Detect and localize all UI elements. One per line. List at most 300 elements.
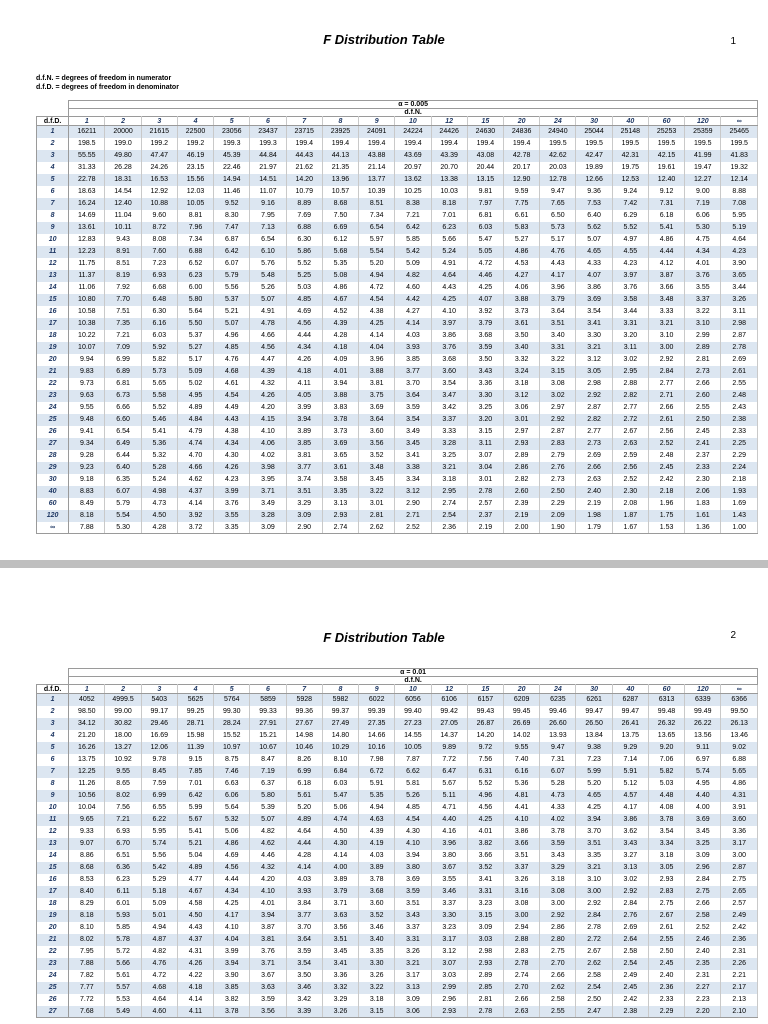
column-header: 12 (431, 117, 467, 126)
table-cell: 3.71 (322, 898, 358, 910)
table-cell: 5.32 (214, 814, 250, 826)
table-cell: 5.56 (214, 282, 250, 294)
table-cell: 2.18 (721, 474, 758, 486)
table-cell: 9.43 (105, 234, 141, 246)
table-cell: 3.49 (395, 426, 431, 438)
table-cell: 28.24 (214, 718, 250, 730)
table-cell: 8.81 (177, 210, 213, 222)
table-cell: 3.85 (286, 438, 322, 450)
table-cell: 3.26 (395, 946, 431, 958)
table-cell: 7.42 (612, 198, 648, 210)
table-cell: 5.61 (105, 970, 141, 982)
table-cell: 4.30 (322, 838, 358, 850)
table-cell: 4.09 (322, 354, 358, 366)
table-cell: 4.12 (648, 258, 684, 270)
table-cell: 3.20 (612, 330, 648, 342)
table-cell: 24091 (359, 126, 395, 138)
table-cell: 3.61 (322, 462, 358, 474)
alpha-row (37, 669, 758, 677)
table-cell: 27.05 (431, 718, 467, 730)
table-cell: 4.26 (250, 390, 286, 402)
table-cell: 2.66 (648, 402, 684, 414)
f-table-alpha-0005 (36, 100, 758, 534)
table-row (37, 730, 758, 742)
table-cell: 3.99 (286, 402, 322, 414)
table-cell: 5.01 (141, 910, 177, 922)
table-cell: 9.55 (69, 402, 105, 414)
table-cell: 3.36 (721, 826, 758, 838)
table-cell: 6.03 (141, 330, 177, 342)
table-cell: 4.73 (540, 790, 576, 802)
table-cell: 7.59 (141, 778, 177, 790)
table-cell: 4.74 (177, 438, 213, 450)
table-cell: 47.47 (141, 150, 177, 162)
table-cell: 9.38 (576, 742, 612, 754)
row-label: 20 (37, 354, 69, 366)
table-cell: 4.85 (286, 294, 322, 306)
table-cell: 4.69 (286, 306, 322, 318)
row-label: 22 (37, 946, 69, 958)
table-cell: 9.55 (504, 742, 540, 754)
row-label: 15 (37, 862, 69, 874)
table-row (37, 198, 758, 210)
table-row (37, 426, 758, 438)
table-cell: 20.70 (431, 162, 467, 174)
table-cell: 6.51 (105, 850, 141, 862)
table-cell: 3.07 (467, 450, 503, 462)
column-header: 4 (177, 117, 213, 126)
table-row (37, 742, 758, 754)
table-cell: 31.33 (69, 162, 105, 174)
row-label: 120 (37, 510, 69, 522)
table-row (37, 982, 758, 994)
table-cell: 3.31 (395, 934, 431, 946)
table-cell: 99.33 (250, 706, 286, 718)
table-cell: 8.88 (721, 186, 758, 198)
table-cell: 2.99 (685, 330, 721, 342)
table-cell: 12.25 (69, 766, 105, 778)
table-cell: 6.42 (177, 790, 213, 802)
table-cell: 9.73 (69, 378, 105, 390)
table-cell: 3.82 (214, 994, 250, 1006)
table-cell: 4.37 (177, 486, 213, 498)
table-cell: 99.47 (576, 706, 612, 718)
table-cell: 199.3 (214, 138, 250, 150)
table-cell: 2.36 (721, 934, 758, 946)
table-cell: 3.50 (467, 354, 503, 366)
table-cell: 9.52 (214, 198, 250, 210)
row-label: 3 (37, 718, 69, 730)
table-cell: 7.09 (105, 342, 141, 354)
table-cell: 2.57 (721, 898, 758, 910)
table-cell: 3.64 (540, 306, 576, 318)
table-cell: 4.19 (359, 838, 395, 850)
table-cell: 10.97 (214, 742, 250, 754)
table-cell: 4.64 (431, 270, 467, 282)
table-cell: 5.85 (395, 234, 431, 246)
table-cell: 3.30 (576, 330, 612, 342)
table-cell: 2.61 (648, 414, 684, 426)
table-cell: 3.51 (540, 318, 576, 330)
table-cell: 2.92 (648, 354, 684, 366)
table-cell: 4.61 (214, 378, 250, 390)
table-cell: 2.50 (540, 486, 576, 498)
table-cell: 2.36 (431, 522, 467, 534)
table-cell: 1.98 (576, 510, 612, 522)
table-cell: 3.94 (214, 958, 250, 970)
table-cell: 4.50 (322, 826, 358, 838)
table-cell: 4.46 (467, 270, 503, 282)
table-cell: 2.98 (467, 946, 503, 958)
table-cell: 4.23 (721, 246, 758, 258)
table-cell: 4.57 (612, 790, 648, 802)
table-cell: 3.46 (431, 886, 467, 898)
table-cell: 7.31 (648, 198, 684, 210)
table-cell: 2.81 (359, 510, 395, 522)
table-cell: 9.89 (431, 742, 467, 754)
table-cell: 6022 (359, 694, 395, 706)
table-cell: 2.93 (322, 510, 358, 522)
table-cell: 3.82 (467, 838, 503, 850)
table-row (37, 874, 758, 886)
table-row (37, 802, 758, 814)
table-cell: 7.21 (105, 814, 141, 826)
table-cell: 99.25 (177, 706, 213, 718)
table-cell: 2.49 (721, 910, 758, 922)
table-cell: 4.67 (322, 294, 358, 306)
table-cell: 3.93 (286, 886, 322, 898)
table-cell: 4.26 (214, 462, 250, 474)
table-cell: 2.66 (540, 970, 576, 982)
table-cell: 3.52 (467, 862, 503, 874)
table-cell: 4.86 (721, 778, 758, 790)
table-cell: 5.35 (359, 790, 395, 802)
table-cell: 198.5 (69, 138, 105, 150)
table-cell: 8.30 (214, 210, 250, 222)
table-cell: 3.97 (612, 270, 648, 282)
table-cell: 199.2 (141, 138, 177, 150)
table-cell: 4.08 (648, 802, 684, 814)
table-cell: 4.07 (467, 294, 503, 306)
table-cell: 4.10 (431, 306, 467, 318)
table-cell: 4.85 (395, 802, 431, 814)
table-cell: 14.80 (322, 730, 358, 742)
table-cell: 6.22 (141, 814, 177, 826)
table-cell: 3.39 (286, 1006, 322, 1018)
table-cell: 6.93 (105, 826, 141, 838)
row-label: 16 (37, 874, 69, 886)
table-cell: 9.11 (685, 742, 721, 754)
table-cell: 2.77 (576, 426, 612, 438)
table-cell: 5.48 (250, 270, 286, 282)
table-cell: 3.09 (250, 522, 286, 534)
table-cell: 6.03 (467, 222, 503, 234)
table-cell: 3.69 (322, 438, 358, 450)
table-cell: 3.41 (576, 318, 612, 330)
table-cell: 7.88 (69, 522, 105, 534)
table-cell: 14.98 (286, 730, 322, 742)
table-cell: 4.25 (576, 802, 612, 814)
table-cell: 5.06 (214, 826, 250, 838)
table-row (37, 378, 758, 390)
table-cell: 7.31 (540, 754, 576, 766)
table-cell: 5.12 (612, 778, 648, 790)
column-header: 10 (395, 117, 431, 126)
table-cell: 14.02 (504, 730, 540, 742)
table-cell: 5403 (141, 694, 177, 706)
table-cell: 3.45 (322, 946, 358, 958)
table-cell: 16.53 (141, 174, 177, 186)
table-cell: 4.64 (141, 994, 177, 1006)
table-cell: 6.23 (177, 270, 213, 282)
table-cell: 7.19 (250, 766, 286, 778)
alpha-row (37, 101, 758, 109)
table-cell: 3.11 (721, 306, 758, 318)
table-cell: 7.34 (177, 234, 213, 246)
table-cell: 2.48 (721, 390, 758, 402)
table-cell: 2.61 (648, 922, 684, 934)
table-cell: 5.50 (177, 318, 213, 330)
table-cell: 3.50 (286, 970, 322, 982)
table-cell: 1.87 (612, 510, 648, 522)
table-cell: 2.80 (540, 934, 576, 946)
row-label: 27 (37, 1006, 69, 1018)
table-cell: 4.68 (214, 366, 250, 378)
table-cell: 1.67 (612, 522, 648, 534)
row-label: 17 (37, 886, 69, 898)
table-cell: 2.98 (721, 318, 758, 330)
table-cell: 5.81 (395, 778, 431, 790)
table-cell: 6157 (467, 694, 503, 706)
table-cell: 5.52 (286, 258, 322, 270)
table-cell: 4.03 (359, 850, 395, 862)
table-row (37, 958, 758, 970)
table-row (37, 862, 758, 874)
table-cell: 4.39 (359, 826, 395, 838)
table-cell: 3.96 (431, 838, 467, 850)
table-cell: 8.65 (105, 778, 141, 790)
table-cell: 2.89 (685, 342, 721, 354)
table-cell: 6.89 (105, 366, 141, 378)
table-cell: 7.72 (69, 994, 105, 1006)
table-cell: 20000 (105, 126, 141, 138)
table-cell: 3.13 (395, 982, 431, 994)
table-cell: 4.94 (141, 922, 177, 934)
table-cell: 10.67 (250, 742, 286, 754)
row-label: 10 (37, 234, 69, 246)
table-cell: 3.29 (286, 498, 322, 510)
row-label: 19 (37, 342, 69, 354)
table-row (37, 994, 758, 1006)
table-cell: 2.50 (685, 414, 721, 426)
table-cell: 4.91 (250, 306, 286, 318)
table-cell: 4.86 (322, 282, 358, 294)
table-cell: 4.18 (322, 342, 358, 354)
table-cell: 3.97 (431, 318, 467, 330)
table-cell: 4.44 (648, 246, 684, 258)
table-cell: 3.12 (576, 354, 612, 366)
column-header: 120 (685, 117, 721, 126)
table-cell: 5.46 (141, 414, 177, 426)
table-cell: 4.23 (612, 258, 648, 270)
table-cell: 6.11 (105, 886, 141, 898)
table-cell: 11.26 (69, 778, 105, 790)
table-cell: 3.52 (359, 910, 395, 922)
table-cell: 4.65 (576, 790, 612, 802)
table-cell: 2.48 (648, 450, 684, 462)
table-cell: 2.30 (612, 486, 648, 498)
table-cell: 2.83 (540, 438, 576, 450)
table-cell: 6.81 (467, 210, 503, 222)
table-cell: 25465 (721, 126, 758, 138)
table-cell: 3.06 (504, 402, 540, 414)
table-cell: 9.60 (141, 210, 177, 222)
row-label: 5 (37, 174, 69, 186)
column-header: 20 (504, 117, 540, 126)
table-cell: 3.34 (395, 474, 431, 486)
table-cell: 4.44 (286, 330, 322, 342)
table-row (37, 138, 758, 150)
table-cell: 2.49 (612, 970, 648, 982)
table-cell: 7.72 (431, 754, 467, 766)
table-cell: 3.18 (648, 850, 684, 862)
table-cell: 5.39 (250, 802, 286, 814)
row-label: 5 (37, 742, 69, 754)
table-cell: 3.94 (576, 814, 612, 826)
table-cell: 199.4 (431, 138, 467, 150)
table-cell: 3.55 (685, 282, 721, 294)
table-cell: 44.84 (250, 150, 286, 162)
row-label: 23 (37, 958, 69, 970)
table-cell: 6235 (540, 694, 576, 706)
table-cell: 7.88 (69, 958, 105, 970)
table-row (37, 354, 758, 366)
table-cell: 2.26 (721, 958, 758, 970)
row-label: 7 (37, 766, 69, 778)
table-cell: 2.90 (286, 522, 322, 534)
table-row (37, 970, 758, 982)
table-cell: 2.36 (648, 982, 684, 994)
table-cell: 2.94 (504, 922, 540, 934)
table-cell: 5.57 (105, 982, 141, 994)
table-cell: 4.00 (322, 862, 358, 874)
table-row (37, 282, 758, 294)
table-cell: 3.21 (576, 342, 612, 354)
table-cell: 3.74 (286, 474, 322, 486)
table-cell: 3.22 (359, 982, 395, 994)
table-cell: 42.47 (576, 150, 612, 162)
table-cell: 4.89 (177, 862, 213, 874)
table-cell: 10.79 (286, 186, 322, 198)
table-cell: 4.06 (504, 282, 540, 294)
table-cell: 5.53 (105, 994, 141, 1006)
table-cell: 5.17 (177, 354, 213, 366)
table-cell: 9.07 (69, 838, 105, 850)
table-cell: 27.67 (286, 718, 322, 730)
table-cell: 4.27 (395, 306, 431, 318)
table-cell: 2.27 (685, 982, 721, 994)
table-cell: 22.78 (69, 174, 105, 186)
table-cell: 5.73 (540, 222, 576, 234)
table-row (37, 934, 758, 946)
column-header: 15 (467, 117, 503, 126)
row-label: 16 (37, 306, 69, 318)
table-cell: 3.56 (250, 1006, 286, 1018)
table-row (37, 462, 758, 474)
table-cell: 6.18 (286, 778, 322, 790)
table-cell: 6.42 (395, 222, 431, 234)
table-cell: 21.35 (322, 162, 358, 174)
table-cell: 3.59 (395, 402, 431, 414)
table-cell: 5.64 (177, 306, 213, 318)
table-cell: 4.81 (504, 790, 540, 802)
table-cell: 4.43 (214, 414, 250, 426)
table-row (37, 162, 758, 174)
table-cell: 25148 (612, 126, 648, 138)
table-cell: 3.12 (395, 486, 431, 498)
table-cell: 5.26 (250, 282, 286, 294)
table-cell: 4.73 (141, 498, 177, 510)
table-cell: 5.61 (286, 790, 322, 802)
table-cell: 6313 (648, 694, 684, 706)
column-header: 3 (141, 117, 177, 126)
table-cell: 3.03 (467, 934, 503, 946)
table-cell: 9.48 (69, 414, 105, 426)
table-cell: 8.89 (286, 198, 322, 210)
table-cell: 4.43 (431, 282, 467, 294)
table-cell: 199.4 (286, 138, 322, 150)
table-cell: 3.46 (359, 922, 395, 934)
table-cell: 3.04 (467, 462, 503, 474)
table-cell: 4.10 (395, 838, 431, 850)
table-cell: 20.17 (504, 162, 540, 174)
table-cell: 5.21 (214, 306, 250, 318)
table-cell: 7.14 (612, 754, 648, 766)
table-cell: 5.07 (214, 318, 250, 330)
table-cell: 4.44 (286, 838, 322, 850)
table-cell: 2.71 (395, 510, 431, 522)
table-cell: 2.37 (685, 450, 721, 462)
table-cell: 4.96 (214, 330, 250, 342)
table-cell: 3.48 (648, 294, 684, 306)
table-cell: 2.47 (576, 1006, 612, 1018)
table-cell: 4.23 (214, 474, 250, 486)
table-cell: 3.30 (359, 958, 395, 970)
table-cell: 3.76 (250, 946, 286, 958)
table-cell: 5.47 (467, 234, 503, 246)
table-cell: 5.79 (105, 498, 141, 510)
table-cell: 4.22 (177, 970, 213, 982)
table-cell: 6.42 (214, 246, 250, 258)
table-cell: 6.37 (250, 778, 286, 790)
table-cell: 5764 (214, 694, 250, 706)
table-cell: 4.96 (467, 790, 503, 802)
table-cell: 2.76 (540, 462, 576, 474)
table-cell: 9.23 (69, 462, 105, 474)
table-cell: 3.73 (322, 426, 358, 438)
table-cell: 1.90 (540, 522, 576, 534)
table-cell: 9.15 (177, 754, 213, 766)
table-cell: 23437 (250, 126, 286, 138)
table-row (37, 850, 758, 862)
table-cell: 23715 (286, 126, 322, 138)
table-cell: 4.69 (214, 850, 250, 862)
table-cell: 4.56 (467, 802, 503, 814)
table-cell: 3.48 (359, 462, 395, 474)
table-cell: 9.20 (648, 742, 684, 754)
table-cell: 2.75 (721, 874, 758, 886)
table-cell: 4999.5 (105, 694, 141, 706)
